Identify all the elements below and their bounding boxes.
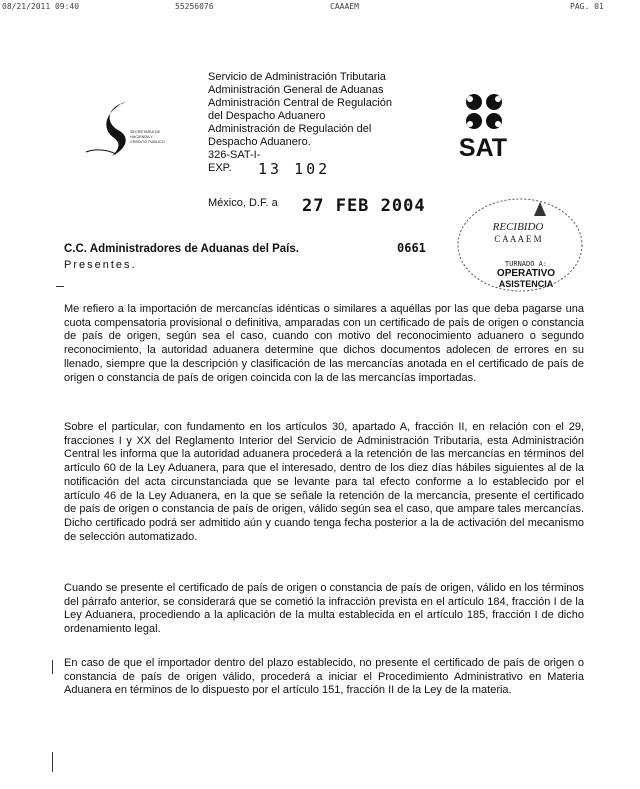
document-code: 0661 bbox=[397, 241, 426, 255]
header-line: del Despacho Aduanero bbox=[208, 110, 326, 122]
header-line: EXP. bbox=[208, 162, 232, 174]
paragraph-2: Sobre el particular, con fundamento en los artículos 30, apartado A, fracción II, en relación con el 29, fracciones I y XX del Reglamento Interior del Servicio de Administración Tributaria, esta Administración Central les informa que la autoridad aduanera procederá a la retención de las mercancías en términos del artículo 60 de la Ley Aduanera, para que el interesado, dentro de los diez días hábiles siguientes al de la notificación del acta circunstanciada que se levante para tal efecto conforme a lo establecido por el artículo 46 de la Ley Aduanera, en la que se señale la retención de la mercancía, presente el certificado de país de origen o constancia de país de origen, válido según sea el caso, que ampare tales mercancías. Dicho certificado podrá ser admitido aún y cuando tenga fecha posterior a la de activación del mecanismo de selección automatizado. bbox=[64, 421, 584, 543]
stamp-office: C A A A E M bbox=[494, 234, 542, 244]
header-line: Servicio de Administración Tributaria bbox=[208, 71, 386, 83]
shcp-logo bbox=[78, 100, 178, 160]
date-prefix: México, D.F. a bbox=[208, 197, 278, 209]
stamp-asistencia: ASISTENCIA bbox=[498, 279, 554, 289]
header-line: Administración Central de Regulación bbox=[208, 97, 393, 109]
fax-sender: CAAAEM bbox=[330, 2, 359, 11]
header-line: 326-SAT-I- bbox=[208, 149, 261, 161]
margin-mark bbox=[56, 286, 64, 287]
paragraph-3: Cuando se presente el certificado de país de origen o constancia de país de origen, válido en los términos del párrafo anterior, se considerará que se cometió la infracción prevista en el artículo 184, fracción I de la Ley Aduanera, procediendo a la aplicación de la multa establecida en el artículo 185, fracción I de dicho ordenamiento legal. bbox=[64, 582, 584, 636]
stamp-turned: TURNADO A: bbox=[504, 260, 548, 268]
received-stamp bbox=[448, 190, 588, 295]
salutation: Presentes. bbox=[64, 259, 137, 271]
header-line: Administración de Regulación del bbox=[208, 123, 372, 135]
fax-page: PAG. 01 bbox=[570, 2, 604, 11]
paragraph-4: En caso de que el importador dentro del plazo establecido, no presente el certificado de país de origen o constancia de país de origen válido, procederá a iniciar el Procedimiento Administrativo en Materia Aduanera en términos de lo dispuesto por el artículo 151, fracción II de la Ley de la materia. bbox=[64, 657, 584, 697]
shcp-label: SECRETARIA DE HACIENDA Y CREDITO PUBLICO bbox=[130, 130, 165, 144]
addressee: C.C. Administradores de Aduanas del País. bbox=[64, 243, 299, 255]
stamp-triangle-icon bbox=[534, 202, 546, 216]
header-line: Administración General de Aduanas bbox=[208, 84, 384, 96]
stamp-received: RECIBIDO bbox=[492, 221, 544, 233]
stamp-operativo: OPERATIVO bbox=[496, 268, 556, 279]
fax-timestamp: 08/21/2011 09:40 bbox=[2, 2, 80, 11]
paragraph-1: Me refiero a la importación de mercancías idénticas o similares a aquéllas por las que deba pagarse una cuota compensatoria provisional o definitiva, amparadas con un certificado de país de origen o constancia de país de origen, según sea el caso, cuando con motivo del reconocimiento aduanero o segundo reconocimiento, la autoridad aduanera determine que dichos documentos adolecen de errores en su llenado, siempre que la descripción y clasificación de las mercancías anotada en el certificado de país de origen o constancia de país de origen coincida con la de las mercancías importadas. bbox=[64, 303, 584, 384]
fax-number: 55256076 bbox=[175, 2, 214, 11]
margin-mark bbox=[52, 752, 53, 772]
sat-logo-text: SAT bbox=[458, 134, 508, 160]
reference-number: 13 102 bbox=[258, 160, 331, 178]
header-line: Despacho Aduanero. bbox=[208, 136, 311, 148]
sat-emblem-icon bbox=[443, 90, 523, 160]
sat-logo bbox=[443, 90, 523, 160]
date-stamp: 27 FEB 2004 bbox=[302, 196, 426, 216]
margin-mark bbox=[52, 660, 53, 674]
